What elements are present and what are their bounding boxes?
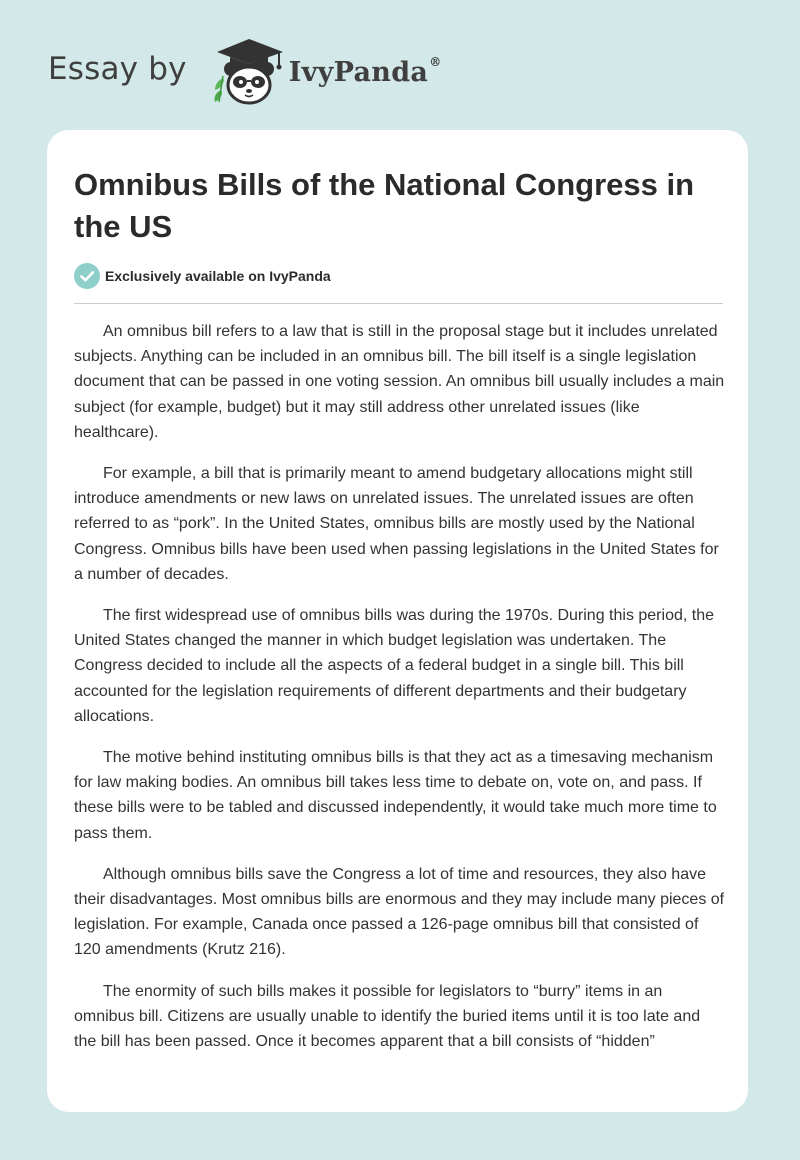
panda-graduate-logo-icon[interactable]	[203, 36, 295, 106]
essay-by-label: Essay by	[48, 51, 187, 87]
essay-paragraph: The motive behind instituting omnibus bills is that they act as a timesaving mechanism for law making bodies. An omnibus bill takes less time to debate on, vote on, and pass. If these bills were to be tabled and discussed independently, it would take much more time to pass them.	[74, 749, 717, 842]
essay-paragraph: The enormity of such bills makes it possible for legislators to “burry” items in an omnibus bill. Citizens are usually unable to identify the buried items until it is too late and the bill has been passed. Once it becomes apparent that a bill consists of “hidden”	[74, 982, 701, 1051]
essay-title: Omnibus Bills of the National Congress in the US	[74, 167, 695, 244]
site-header	[48, 36, 442, 106]
title-divider	[74, 303, 723, 304]
essay-card	[47, 130, 748, 1112]
exclusive-badge	[74, 263, 331, 289]
brand-text: IvyPanda	[288, 56, 429, 88]
essay-paragraph: The first widespread use of omnibus bills was during the 1970s. During this period, the United States changed the manner in which budget legislation was undertaken. The Congress decided to include all the aspects of a federal budget in a single bill. This bill accounted for the legislation requirements of different departments and their budgetary allocations.	[74, 607, 714, 725]
essay-paragraph: An omnibus bill refers to a law that is still in the proposal stage but it includes unrelated subjects. Anything can be included in an omnibus bill. The bill itself is a single legislation document that can be passed in one voting session. An omnibus bill usually includes a main subject (for example, budget) but it may still address other unrelated issues (like healthcare).	[74, 323, 725, 441]
essay-paragraph: For example, a bill that is primarily meant to amend budgetary allocations might still introduce amendments or new laws on unrelated issues. The unrelated issues are often referred to as “pork”. In the United States, omnibus bills are mostly used by the National Congress. Omnibus bills have been used when passing legislations in the United States for a number of decades.	[74, 465, 719, 583]
essay-paragraph: Although omnibus bills save the Congress a lot of time and resources, they also have their disadvantages. Most omnibus bills are enormous and they may include many pieces of legislation. For example, Canada once passed a 126-page omnibus bill that consisted of 120 amendments (Krutz 216).	[74, 865, 725, 959]
registered-mark: ®	[429, 54, 442, 69]
check-circle-icon	[74, 263, 100, 289]
exclusive-badge-label: Exclusively available on IvyPanda	[105, 268, 331, 284]
brand-name[interactable]	[288, 54, 442, 88]
essay-body	[74, 319, 726, 1070]
